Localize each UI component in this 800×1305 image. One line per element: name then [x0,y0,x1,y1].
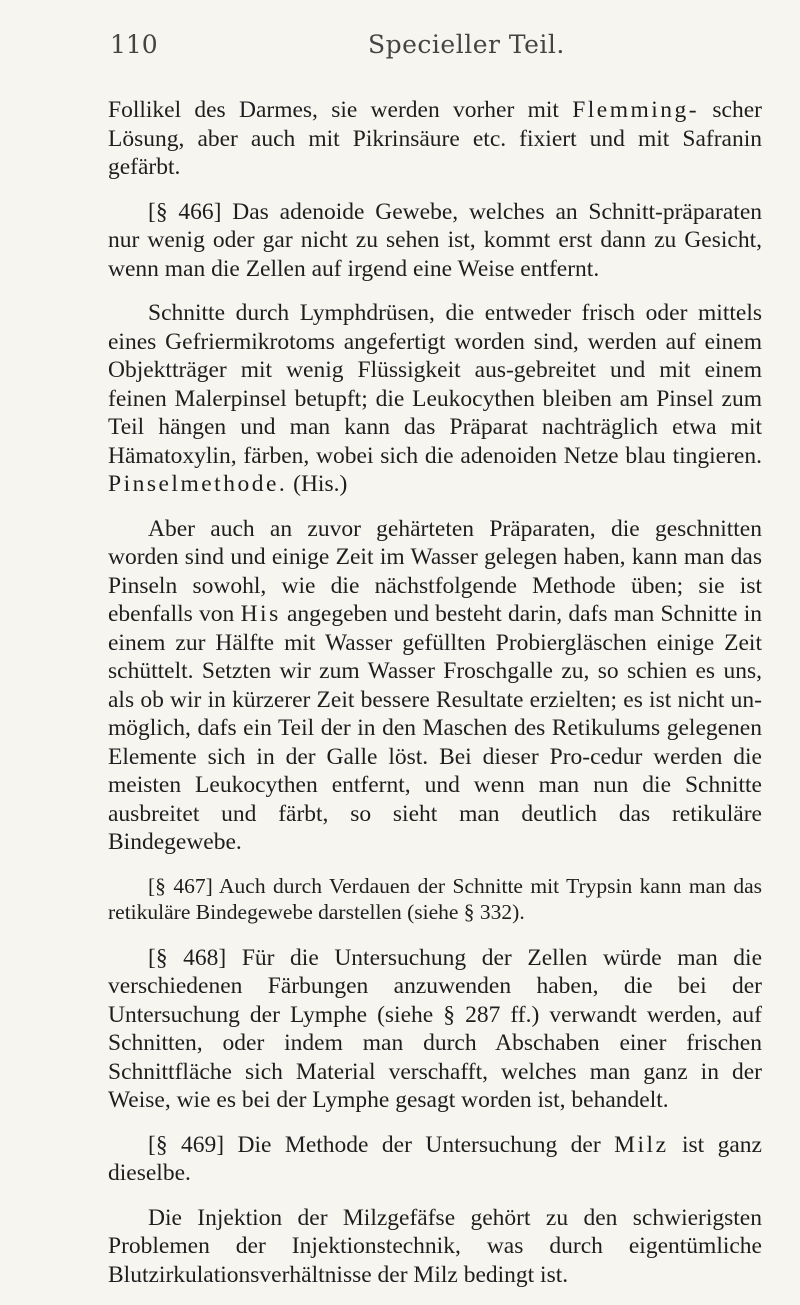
paragraph-spleen-injection: Die Injektion der Milzgefäfse gehört zu den schwierigsten Problemen der Injektionstechnik, was durch eigentümliche Blutzirkulationsverhältnisse der Milz bedingt ist. [108,1204,762,1288]
page-body [108,96,762,1305]
paragraph-3-text-a: Schnitte durch Lymphdrüsen, die entweder frisch oder mittels eines Gefriermikrotoms angefertigt worden sind, werden auf einem Objektträger mit wenig Flüssigkeit aus-gebreitet und mit einem feinen Malerpinsel betupft; die Leukocythen bleiben am Pinsel zum Teil hängen und man kann das Präparat nachträglich etwa mit Hämatoxylin, färben, wobei sich die adenoiden Netze blau tingieren. [108,300,762,469]
method-name-pinsel: Pinselmethode. [108,471,288,497]
paragraph-7-text-a: [§ 469] Die Methode der Untersuchung der [148,1131,615,1158]
paragraph-4-text-b: angegeben und besteht darin, dafs man Schnitte in einem zur Hälfte mit Wasser gefüllten Probiergläschen einige Zeit schüttelt. Setzten wir zum Wasser Froschgalle zu, so schien es uns, als ob wir in kürzerer Zeit bessere Resultate erzielten; es ist nicht un-möglich, dafs ein Teil der in den Maschen des Retikulums gelegenen Elemente sich in der Galle löst. Bei dieser Pro-cedur werden die meisten Leukocythen entfernt, und wenn man nun die Schnitte ausbreitet und färbt, so sieht man deutlich das retikuläre Bindegewebe. [108,601,762,855]
running-head: Specieller Teil. [368,30,565,59]
paragraph-466: [§ 466] Das adenoide Gewebe, welches an Schnitt-präparaten nur wenig oder gar nicht zu sehen ist, kommt erst dann zu Gesicht, wenn man die Zellen auf irgend eine Weise entfernt. [108,198,762,282]
term-milz: Milz [614,1131,669,1158]
author-name-flemming: Flemming- [572,97,700,123]
paragraph-469 [108,1131,762,1188]
author-name-his: His [240,601,281,627]
paragraph-7-text-b: ist ganz dieselbe. [108,1131,762,1186]
paragraph-467: [§ 467] Auch durch Verdauen der Schnitte mit Trypsin kann man das retikuläre Bindegewebe darstellen (siehe § 332). [108,873,762,924]
page-number: 110 [110,30,158,59]
paragraph-1 [108,96,762,182]
paragraph-468: [§ 468] Für die Untersuchung der Zellen würde man die verschiedenen Färbungen anzuwenden haben, die bei der Untersuchung der Lymphe (siehe § 287 ff.) verwandt werden, auf Schnitten, oder indem man durch Abschaben einer frischen Schnittfläche sich Material verschafft, welches man ganz in der Weise, wie es bei der Lymphe gesagt worden ist, behandelt. [108,944,762,1113]
paragraph-3-text-b: (His.) [287,471,348,497]
paragraph-1-text-a: Follikel des Darmes, sie werden vorher mit [108,97,573,123]
paragraph-4-text-a: Aber auch an zuvor gehärteten Präparaten, die geschnitten worden sind und einige Zeit im Wasser gelegen haben, kann man das Pinseln sowohl, wie die nächstfolgende Methode üben; sie ist ebenfalls von [108,515,762,627]
paragraph-1-text-b: scher Lösung, aber auch mit Pikrinsäure etc. fixiert und mit Safranin gefärbt. [108,97,762,180]
paragraph-lymph-nodes [108,299,762,499]
paragraph-hardened-preparations [108,515,762,857]
